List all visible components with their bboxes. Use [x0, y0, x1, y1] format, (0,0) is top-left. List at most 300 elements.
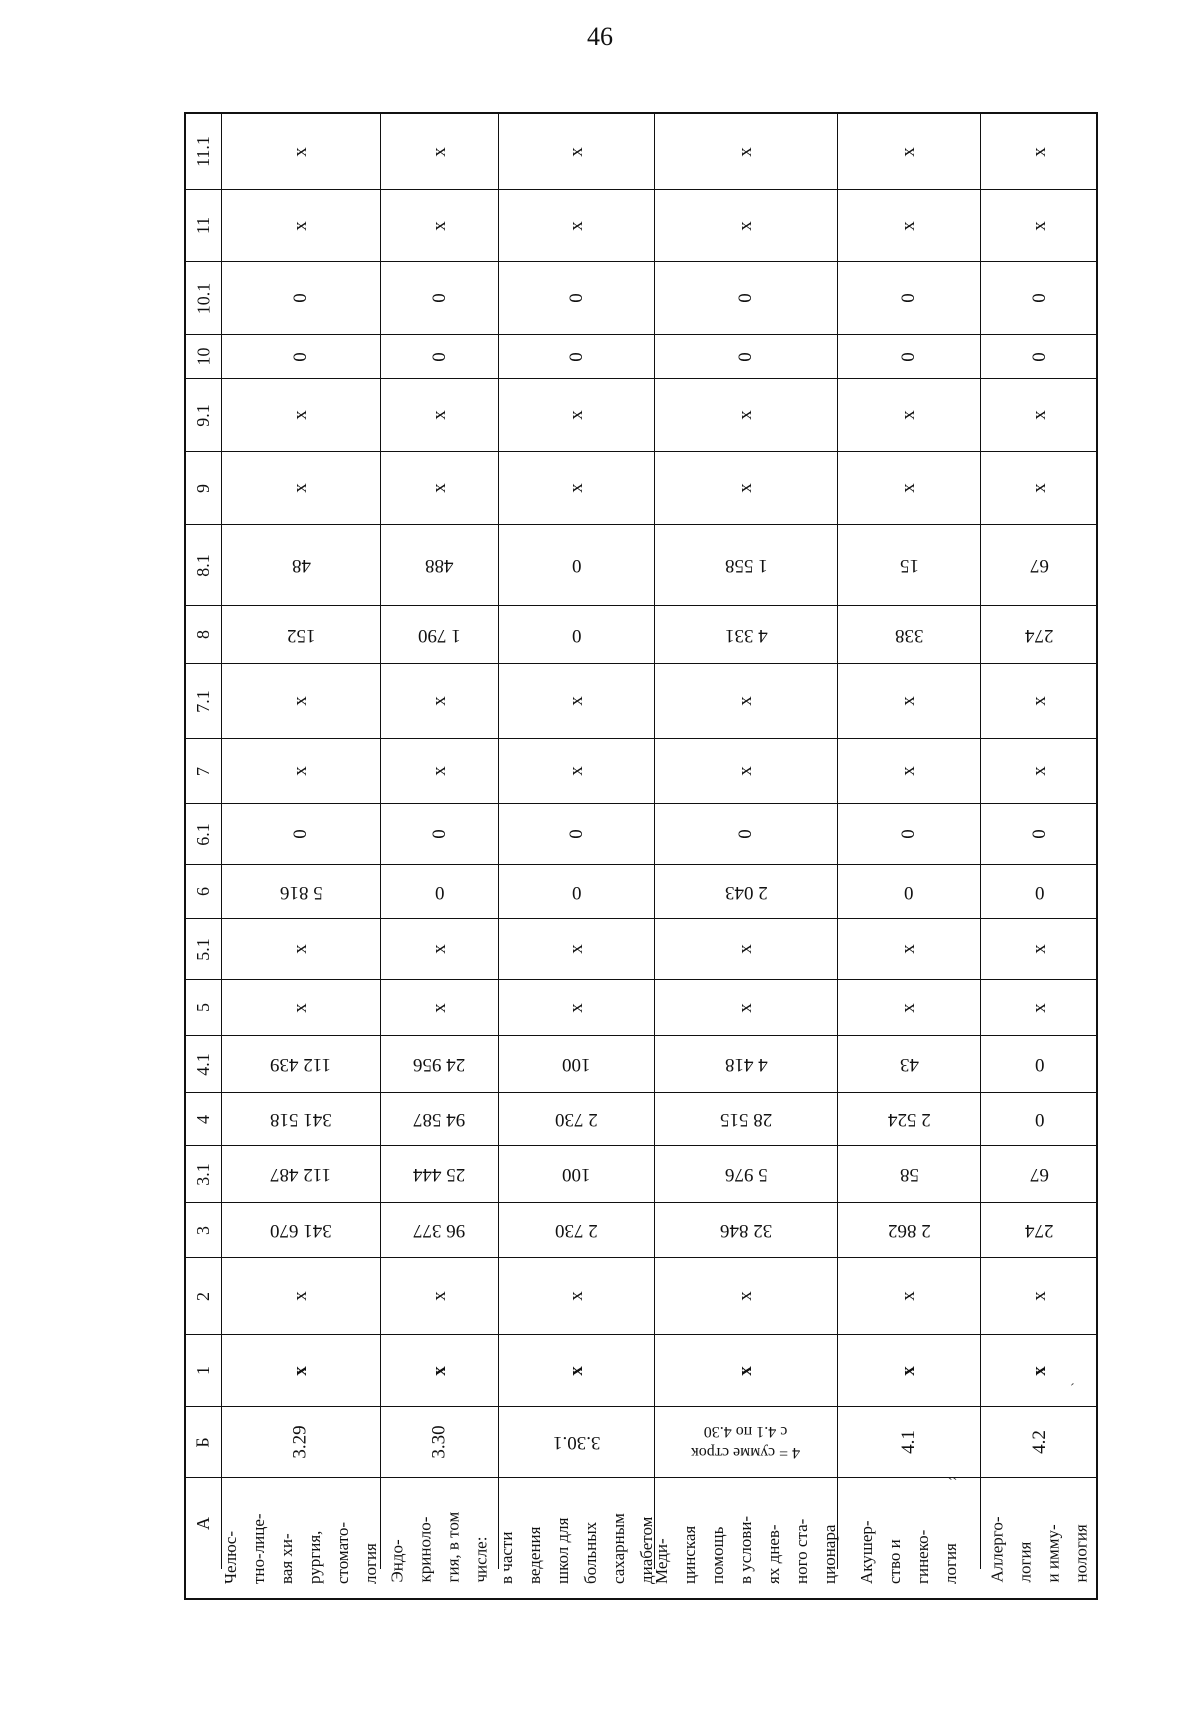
column-code-header: [186, 980, 222, 1036]
table-cell: [499, 1036, 655, 1093]
row-name-line: гинеко-: [913, 1529, 932, 1584]
cell-value: x: [290, 220, 311, 231]
row-name-cell: [221, 1478, 381, 1584]
cell-value: x: [565, 146, 587, 157]
table-cell: [838, 525, 981, 606]
table-cell: [222, 452, 381, 525]
table-cell: [838, 1258, 981, 1335]
cell-value: 0: [735, 351, 756, 362]
column-code-label: 2: [193, 1291, 213, 1301]
row-name-cell: [981, 1478, 1098, 1582]
cell-value: x: [1028, 410, 1050, 420]
table-cell: [655, 739, 838, 804]
table-cell: [499, 190, 655, 262]
table-cell: [981, 865, 1098, 919]
table-cell: [222, 1258, 381, 1335]
table-cell: [838, 114, 981, 190]
cell-value: 15: [899, 555, 919, 576]
row-name-cell: [381, 1478, 499, 1582]
row-name-line: стомато-: [333, 1521, 352, 1584]
row-name-line: в услови-: [736, 1515, 755, 1584]
row-name-line: Эндо-: [387, 1538, 407, 1582]
column-code-header: [186, 1093, 222, 1146]
row-name-line: Акушер-: [857, 1519, 876, 1584]
cell-value: 0: [898, 829, 919, 839]
column-code-header: [186, 190, 222, 262]
cell-value: 67: [1030, 1164, 1049, 1185]
table-cell: [381, 1146, 499, 1203]
table-cell: [981, 664, 1098, 739]
cell-value: 2 043: [724, 881, 768, 903]
cell-value: 28 515: [719, 1109, 773, 1130]
cell-value: 32 846: [719, 1220, 773, 1241]
table-cell: [981, 190, 1098, 262]
table-cell: [222, 1093, 381, 1146]
row-name-line: логия: [941, 1542, 960, 1584]
table-cell: [981, 1203, 1098, 1258]
cell-value: 24 956: [413, 1054, 466, 1075]
row-code: 3.30: [428, 1425, 450, 1459]
cell-value: x: [898, 944, 919, 954]
cell-value: x: [898, 220, 919, 231]
cell-value: x: [735, 146, 756, 157]
table-cell: [499, 980, 655, 1036]
cell-value: x: [565, 1365, 587, 1376]
table-cell: [222, 114, 381, 190]
cell-value: x: [428, 483, 450, 493]
column-code-label: 8.1: [193, 553, 213, 577]
table-cell: [499, 114, 655, 190]
table-cell: [499, 525, 655, 606]
table-cell: [838, 606, 981, 664]
table-cell: [981, 1258, 1098, 1335]
table-cell: [499, 606, 655, 664]
cell-value: x: [735, 944, 756, 954]
row-name-line: ционара: [820, 1524, 839, 1584]
column-code-label: 9.1: [193, 403, 213, 427]
column-code-header: [186, 865, 222, 919]
cell-value: x: [898, 146, 919, 157]
column-code-label: 3.1: [193, 1162, 213, 1186]
row-name-line: и имму-: [1043, 1523, 1063, 1582]
cell-value: 0: [898, 351, 919, 362]
cell-value: x: [735, 1002, 756, 1013]
table-cell: [222, 980, 381, 1036]
table-cell: [655, 1335, 838, 1407]
row-name: [493, 1464, 661, 1584]
cell-value: 100: [562, 1164, 591, 1185]
column-code-label: 11: [193, 216, 213, 235]
column-code-label: 4: [193, 1114, 213, 1124]
cell-value: 0: [1034, 1054, 1045, 1075]
table-cell: [381, 262, 499, 335]
table-cell: [838, 190, 981, 262]
cell-value: 67: [1030, 555, 1049, 576]
table-cell: [499, 335, 655, 379]
table-cell: [655, 114, 838, 190]
cell-value: x: [1028, 1291, 1050, 1301]
cell-value: x: [735, 410, 756, 420]
scan-mark: ´: [1070, 1382, 1075, 1397]
table-cell: [981, 379, 1098, 452]
cell-value: x: [565, 1002, 587, 1013]
column-code-header: [186, 1258, 222, 1335]
cell-value: 341 670: [270, 1220, 332, 1241]
cell-value: 94 587: [413, 1109, 466, 1130]
row-name-line: ведения: [524, 1526, 544, 1584]
table-cell: [499, 804, 655, 865]
row-name-line: Меди-: [652, 1537, 671, 1584]
table-cell: [381, 190, 499, 262]
cell-value: x: [1028, 1365, 1050, 1376]
table-cell: [981, 739, 1098, 804]
cell-value: 4 418: [724, 1054, 768, 1075]
cell-value: 112 439: [270, 1054, 332, 1075]
table-cell: [838, 1036, 981, 1093]
table-cell: [655, 804, 838, 865]
cell-value: x: [735, 766, 756, 776]
table-cell: [499, 262, 655, 335]
table-cell: [499, 919, 655, 980]
table-cell: [981, 606, 1098, 664]
table-cell: [655, 379, 838, 452]
column-code-header: [186, 1203, 222, 1258]
cell-value: x: [1028, 483, 1050, 493]
cell-value: x: [1028, 220, 1050, 231]
cell-value: x: [428, 220, 450, 231]
row-name: [384, 1465, 496, 1582]
column-code-label: 10.1: [193, 282, 213, 314]
cell-value: x: [735, 1365, 756, 1376]
table-cell: [981, 1146, 1098, 1203]
column-code-label: 11.1: [193, 136, 213, 167]
table-cell: [981, 525, 1098, 606]
row-name-line: диабетом: [636, 1516, 656, 1584]
column-code-label: 6.1: [193, 822, 213, 846]
table-cell: [981, 919, 1098, 980]
column-code-header: [186, 1036, 222, 1093]
table-cell: [838, 379, 981, 452]
row-name-line: в части: [496, 1531, 516, 1584]
cell-value: 0: [290, 829, 311, 839]
table-cell: [838, 335, 981, 379]
column-code-label: 1: [193, 1366, 213, 1375]
cell-value: 2 730: [555, 1220, 598, 1241]
cell-value: 0: [428, 351, 450, 362]
table-cell: [655, 1036, 838, 1093]
cell-value: 100: [562, 1054, 591, 1075]
cell-value: 0: [1034, 1109, 1045, 1130]
cell-value: 2 730: [555, 1109, 598, 1130]
table-cell: [981, 452, 1098, 525]
cell-value: 0: [428, 829, 450, 839]
table-cell: [655, 452, 838, 525]
cell-value: 0: [290, 351, 311, 362]
row-name-line: нология: [1071, 1523, 1091, 1582]
table-cell: [981, 1335, 1098, 1407]
cell-value: 4 331: [724, 624, 768, 646]
data-table: [184, 112, 1098, 1600]
row-name-cell: [652, 1478, 839, 1584]
cell-value: 5 976: [724, 1164, 768, 1185]
row-name-line: сахарным: [608, 1512, 628, 1584]
page-number: 46: [587, 22, 613, 51]
table-cell: [499, 1335, 655, 1407]
table-cell: [655, 525, 838, 606]
table-cell: [981, 1093, 1098, 1146]
table-cell: [838, 804, 981, 865]
column-code-label: 3: [193, 1225, 213, 1235]
cell-value: 0: [434, 881, 445, 903]
column-code-header: [186, 606, 222, 664]
column-code-header: [186, 919, 222, 980]
row-name-line: криноло-: [415, 1516, 435, 1582]
cell-value: 488: [425, 555, 454, 576]
table-cell: [381, 1203, 499, 1258]
table-cell: [499, 865, 655, 919]
cell-value: x: [898, 1002, 919, 1013]
table-cell: [222, 1203, 381, 1258]
table-cell: [499, 1258, 655, 1335]
cell-value: 0: [898, 293, 919, 303]
table-cell: [381, 379, 499, 452]
table-cell: [655, 1146, 838, 1203]
table-cell: [838, 865, 981, 919]
table-cell: [381, 525, 499, 606]
cell-value: x: [898, 1365, 919, 1376]
cell-value: x: [735, 483, 756, 493]
cell-value: 58: [899, 1164, 919, 1185]
row-name-cell: [838, 1478, 981, 1584]
column-code-header: [186, 452, 222, 525]
row-code: 3.30.1: [552, 1432, 601, 1453]
column-code-header: [186, 804, 222, 865]
cell-value: x: [290, 766, 311, 776]
table-cell: [655, 262, 838, 335]
cell-value: x: [428, 766, 450, 776]
row-name-line: рургия,: [305, 1530, 324, 1584]
row-name-line: логия: [1015, 1541, 1035, 1582]
cell-value: x: [898, 1291, 919, 1301]
table-cell: [655, 980, 838, 1036]
table-cell: [222, 865, 381, 919]
table-cell: [981, 262, 1098, 335]
table-cell: [838, 262, 981, 335]
table-cell: [981, 804, 1098, 865]
cell-value: x: [290, 1365, 311, 1376]
table-cell: [222, 739, 381, 804]
cell-value: 0: [571, 555, 582, 576]
table-cell: [222, 1036, 381, 1093]
column-code-header: [186, 379, 222, 452]
cell-value: x: [428, 1365, 450, 1376]
cell-value: x: [898, 410, 919, 420]
cell-value: 1 558: [724, 555, 768, 576]
table-cell: [222, 335, 381, 379]
table-cell: [499, 1093, 655, 1146]
column-code-header: [186, 1335, 222, 1407]
cell-value: x: [735, 696, 756, 706]
cell-value: x: [428, 1002, 450, 1013]
row-name-line: гия, в том: [443, 1511, 463, 1582]
table-cell: [381, 919, 499, 980]
cell-value: 25 444: [413, 1164, 466, 1185]
row-code-line: с 4.1 по 4.30: [704, 1423, 788, 1440]
cell-value: 43: [899, 1054, 919, 1075]
table-cell: [655, 865, 838, 919]
table-cell: [381, 739, 499, 804]
cell-value: 0: [1034, 881, 1045, 903]
cell-value: x: [1028, 696, 1050, 706]
table-cell: [838, 1335, 981, 1407]
cell-value: x: [290, 944, 311, 954]
cell-value: 0: [1028, 293, 1050, 303]
table-cell: [655, 606, 838, 664]
cell-value: x: [735, 1291, 756, 1301]
table-cell: [499, 1146, 655, 1203]
cell-value: 0: [428, 293, 450, 303]
cell-value: 5 816: [279, 881, 323, 903]
cell-value: 112 487: [270, 1164, 332, 1185]
cell-value: 0: [290, 293, 311, 303]
table-cell: [381, 1093, 499, 1146]
table-cell: [981, 980, 1098, 1036]
column-code-header: [186, 335, 222, 379]
table-cell: [381, 1036, 499, 1093]
column-code-label: 10: [193, 347, 213, 366]
cell-value: x: [1028, 1002, 1050, 1013]
column-code-header: [186, 114, 222, 190]
table-cell: [499, 452, 655, 525]
row-name-line: Аллерго-: [987, 1516, 1007, 1582]
column-code-label: 7.1: [193, 689, 213, 713]
column-code-label: 8: [193, 630, 213, 639]
row-name: [648, 1464, 844, 1584]
row-code: 4.1: [898, 1430, 919, 1454]
row-code: 4.2: [1028, 1430, 1050, 1454]
table-cell: [381, 865, 499, 919]
cell-value: 0: [1028, 829, 1050, 839]
row-name-line: вая хи-: [277, 1532, 296, 1584]
table-cell: [381, 664, 499, 739]
column-code-label: 4.1: [193, 1052, 213, 1076]
table-cell: [838, 1203, 981, 1258]
table-cell: [499, 739, 655, 804]
table-cell: [655, 664, 838, 739]
row-name-cell: [496, 1478, 656, 1584]
cell-value: x: [428, 410, 450, 420]
cell-value: x: [565, 220, 587, 231]
table-cell: [838, 664, 981, 739]
table-cell: [222, 379, 381, 452]
cell-value: x: [290, 1002, 311, 1013]
table-cell: [222, 262, 381, 335]
table-cell: [655, 335, 838, 379]
table-cell: [655, 190, 838, 262]
row-name-line: числе:: [471, 1536, 491, 1582]
cell-value: x: [290, 410, 311, 420]
table-cell: [381, 1258, 499, 1335]
cell-value: x: [428, 944, 450, 954]
cell-value: x: [565, 483, 587, 493]
cell-value: 2 524: [887, 1109, 931, 1130]
cell-value: 0: [571, 881, 582, 903]
cell-value: x: [898, 766, 919, 776]
cell-value: 2 862: [887, 1220, 931, 1241]
row-code-note: [691, 1421, 800, 1463]
table-cell: [222, 525, 381, 606]
table-cell: [981, 114, 1098, 190]
table-cell: [499, 379, 655, 452]
column-code-label: 6: [193, 887, 213, 896]
table-cell: [381, 335, 499, 379]
table-cell: [381, 804, 499, 865]
table-cell: [222, 1335, 381, 1407]
cell-value: x: [898, 483, 919, 493]
column-code-label: 7: [193, 766, 213, 776]
table-cell: [381, 452, 499, 525]
table-cell: [981, 1036, 1098, 1093]
cell-value: 1 790: [418, 624, 461, 646]
cell-value: x: [735, 220, 756, 231]
cell-value: x: [290, 483, 311, 493]
row-code-line: 4 = сумме строк: [691, 1444, 801, 1461]
cell-value: 338: [894, 624, 924, 646]
cell-value: x: [290, 1291, 311, 1301]
row-name-line: цинская: [680, 1525, 699, 1584]
cell-value: 341 518: [270, 1109, 332, 1130]
row-name-line: больных: [580, 1521, 600, 1584]
cell-value: 0: [904, 881, 914, 903]
cell-value: 48: [291, 555, 311, 576]
cell-value: 96 377: [413, 1220, 466, 1241]
table-cell: [838, 739, 981, 804]
table-cell: [655, 1093, 838, 1146]
column-code-header: [186, 525, 222, 606]
column-code-header: [186, 262, 222, 335]
cell-value: x: [290, 146, 311, 157]
table-cell: [838, 1093, 981, 1146]
table-cell: [222, 190, 381, 262]
table-cell: [222, 1146, 381, 1203]
table-cell: [655, 1203, 838, 1258]
table-cell: [981, 335, 1098, 379]
column-code-label: 9: [193, 483, 213, 493]
cell-value: 0: [565, 293, 587, 303]
table-cell: [499, 1203, 655, 1258]
cell-value: 152: [286, 624, 316, 646]
row-name-line: ного ста-: [792, 1518, 811, 1584]
table-cell: [222, 804, 381, 865]
table-cell: [838, 1146, 981, 1203]
row-code: 3.29: [290, 1425, 311, 1459]
table-cell: [838, 980, 981, 1036]
column-code-label: А: [193, 1517, 213, 1530]
column-code-label: 5.1: [193, 937, 213, 961]
cell-value: 0: [565, 829, 587, 839]
cell-value: 0: [565, 351, 587, 362]
cell-value: 0: [735, 829, 756, 839]
row-name-line: Челюс-: [221, 1530, 240, 1584]
cell-value: x: [1028, 944, 1050, 954]
cell-value: x: [565, 944, 587, 954]
table-cell: [381, 114, 499, 190]
cell-value: x: [898, 696, 919, 706]
row-name-line: тно-лице-: [249, 1512, 268, 1584]
table-cell: [838, 452, 981, 525]
column-code-header: [186, 739, 222, 804]
cell-value: 0: [735, 293, 756, 303]
